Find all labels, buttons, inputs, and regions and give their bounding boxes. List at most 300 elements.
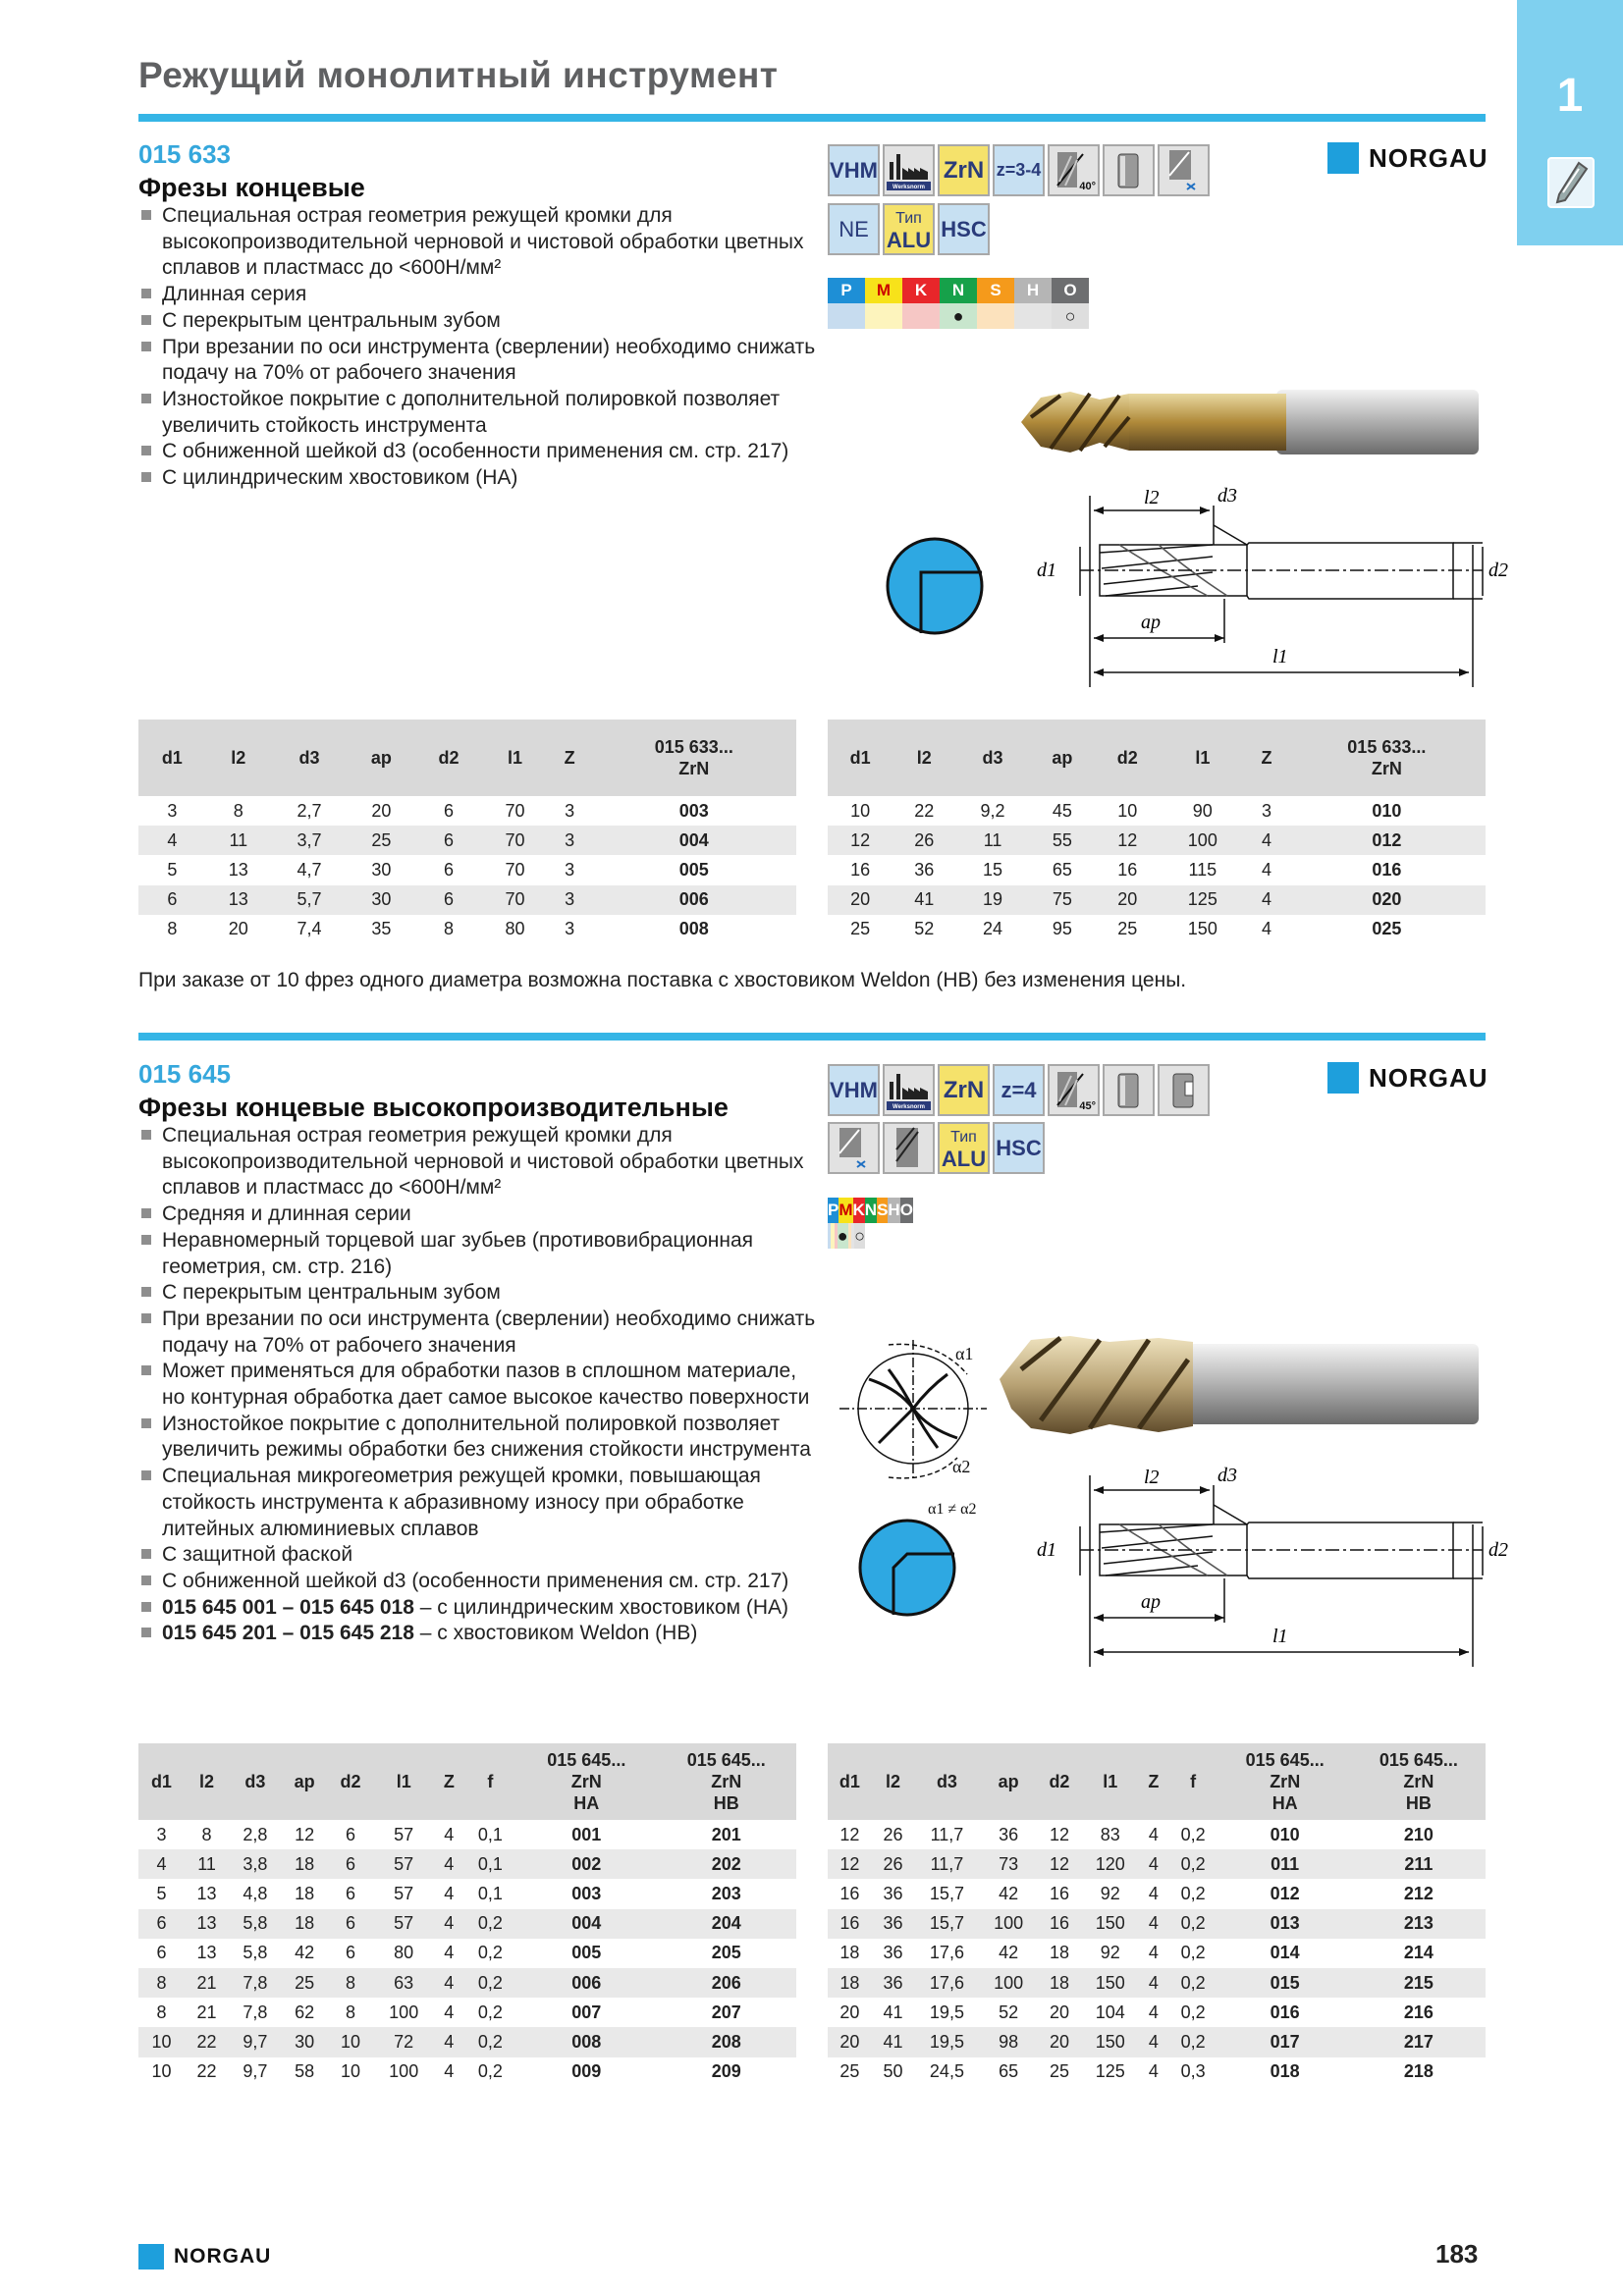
table-cell: 8 xyxy=(444,919,455,939)
order-code-cell: 002 xyxy=(516,1849,656,1879)
teeth-count-icon: z=3-4 xyxy=(993,144,1045,196)
table-cell: 4 xyxy=(138,1849,185,1879)
table-cell: 36 xyxy=(999,1824,1019,1844)
order-code-cell: 201 xyxy=(711,1824,741,1844)
order-code-cell: 004 xyxy=(592,826,796,855)
table-cell: 26 xyxy=(893,826,955,855)
material-suitability-s xyxy=(977,303,1014,329)
vhm-icon: VHM xyxy=(828,1064,880,1116)
column-header: Z xyxy=(1139,1743,1167,1820)
table-cell: 6 xyxy=(138,885,206,915)
bullet-item: С цилиндрическим хвостовиком (HA) xyxy=(138,465,816,492)
order-code-cell: 020 xyxy=(1288,885,1486,915)
column-header-code: 015 645... ZrN HA xyxy=(1218,1743,1352,1820)
bullet-item: Специальная острая геометрия режущей кромки для высокопроизводительной черновой и чистовой обработки цветных сплавов и пластмасс до <600Н/мм² xyxy=(138,203,816,282)
order-code-cell: 018 xyxy=(1270,2061,1300,2082)
table-row xyxy=(138,1820,796,1849)
order-code-cell: 006 xyxy=(592,885,796,915)
table-cell: 22 xyxy=(185,2027,229,2056)
table-cell: 17,6 xyxy=(914,1968,980,1998)
table-cell: 6 xyxy=(444,859,455,880)
table-cell: 57 xyxy=(373,1849,434,1879)
order-code-cell: 211 xyxy=(1352,1849,1486,1879)
footer-brand-logo: NORGAU xyxy=(138,2244,271,2269)
table-cell: 6 xyxy=(156,1943,167,1963)
table-cell: 3 xyxy=(548,826,592,855)
table-cell: 20 xyxy=(828,885,893,915)
svg-text:d3: d3 xyxy=(1217,1465,1237,1486)
table-row xyxy=(828,2057,1486,2087)
table-cell: 36 xyxy=(872,1909,914,1939)
s1-title: Фрезы концевые xyxy=(138,173,365,202)
hsc-icon: HSC xyxy=(938,203,990,255)
material-group-p: P xyxy=(828,1198,839,1223)
svg-text:d1: d1 xyxy=(1037,1539,1056,1561)
table-cell: 4 xyxy=(1139,1909,1167,1939)
svg-text:α1 ≠ α2: α1 ≠ α2 xyxy=(928,1501,977,1518)
order-code-cell: 205 xyxy=(711,1943,741,1963)
table-cell: 42 xyxy=(999,1883,1019,1903)
table-cell: 2,7 xyxy=(297,800,322,821)
table-cell: 73 xyxy=(980,1849,1038,1879)
table-cell: 0,2 xyxy=(1168,1909,1218,1939)
order-code-cell: 214 xyxy=(1403,1943,1434,1963)
helix-angle-icon xyxy=(1048,1064,1100,1116)
s2-bullet-list xyxy=(138,1123,816,1647)
table-row xyxy=(828,915,1486,944)
material-suitability-n: ● xyxy=(838,1223,848,1249)
table-cell: 6 xyxy=(328,1909,374,1939)
table-cell: 6 xyxy=(138,1909,185,1939)
table-cell: 3 xyxy=(1261,800,1271,821)
svg-text:d2: d2 xyxy=(1488,560,1508,581)
table-cell: 26 xyxy=(883,1824,903,1844)
table-cell: 4 xyxy=(1245,826,1287,855)
table-cell: 150 xyxy=(1081,1968,1139,1998)
svg-text:l2: l2 xyxy=(1144,487,1160,508)
material-group-o: O xyxy=(900,1198,913,1223)
bullet-item: С обниженной шейкой d3 (особенности применения см. стр. 217) xyxy=(138,439,816,465)
table-cell: 4 xyxy=(1148,1943,1159,1963)
column-header: l2 xyxy=(872,1743,914,1820)
column-header: d1 xyxy=(828,1743,872,1820)
table-cell: 0,2 xyxy=(464,2027,516,2056)
table-cell: 0,2 xyxy=(477,2002,503,2022)
order-code-cell: 215 xyxy=(1352,1968,1486,1998)
column-header: Z xyxy=(548,720,592,796)
bullet-item-code-range: 015 645 001 – 015 645 018 – с цилиндрическим хвостовиком (HA) xyxy=(138,1595,816,1622)
material-group-n: N xyxy=(865,1198,877,1223)
material-suitability-n: ● xyxy=(940,303,977,329)
table-cell: 16 xyxy=(1049,1883,1069,1903)
s2-chamfer-profile-icon xyxy=(856,1517,958,1619)
table-cell: 11 xyxy=(955,826,1029,855)
table-cell: 12 xyxy=(1049,1824,1069,1844)
table-cell: 65 xyxy=(999,2061,1019,2082)
table-cell: 18 xyxy=(282,1849,328,1879)
table-cell: 98 xyxy=(980,2027,1038,2056)
s1-table-left xyxy=(138,720,796,944)
page-number: 183 xyxy=(1435,2239,1479,2269)
table-cell: 9,7 xyxy=(243,2061,268,2082)
s2-table-right xyxy=(828,1743,1486,2087)
order-code-cell: 007 xyxy=(571,2002,602,2022)
table-cell: 6 xyxy=(345,1824,355,1844)
table-cell: 12 xyxy=(1038,1849,1082,1879)
bullet-item: Специальная острая геометрия режущей кромки для высокопроизводительной черновой и чистовой обработки цветных сплавов и пластмасс до <600Н/мм² xyxy=(138,1123,816,1201)
table-cell: 83 xyxy=(1100,1824,1120,1844)
table-cell: 150 xyxy=(1081,1909,1139,1939)
table-cell: 9,7 xyxy=(229,2027,281,2056)
table-row xyxy=(828,1820,1486,1849)
material-group-k: K xyxy=(902,278,940,303)
order-code-cell: 009 xyxy=(571,2061,602,2082)
svg-text:l1: l1 xyxy=(1272,1626,1288,1647)
order-code-cell: 025 xyxy=(1372,919,1402,939)
table-cell: 50 xyxy=(883,2061,903,2082)
s1-tool-photo xyxy=(1011,378,1483,466)
table-cell: 6 xyxy=(415,885,483,915)
order-code-cell: 004 xyxy=(516,1909,656,1939)
table-cell: 4 xyxy=(1148,1883,1159,1903)
table-cell: 10 xyxy=(138,2027,185,2056)
table-cell: 0,2 xyxy=(1180,2002,1206,2022)
table-cell: 30 xyxy=(348,885,415,915)
table-cell: 2,8 xyxy=(243,1824,268,1844)
bullet-item: С перекрытым центральным зубом xyxy=(138,308,816,335)
table-cell: 15,7 xyxy=(929,1883,964,1903)
table-cell: 12 xyxy=(839,1824,860,1844)
order-code-cell: 208 xyxy=(657,2027,797,2056)
table-row xyxy=(138,1968,796,1998)
table-cell: 11,7 xyxy=(930,1824,964,1844)
column-header-code: 015 633... ZrN xyxy=(592,720,796,796)
table-cell: 41 xyxy=(893,885,955,915)
table-cell: 4 xyxy=(434,1968,464,1998)
table-cell: 4 xyxy=(1148,1824,1159,1844)
table-cell: 0,2 xyxy=(1180,1824,1206,1844)
center-cutting-icon xyxy=(828,1122,880,1174)
s2-tool-photo xyxy=(992,1330,1483,1438)
table-cell: 5,7 xyxy=(271,885,348,915)
table-cell: 90 xyxy=(1192,800,1213,821)
order-code-cell: 212 xyxy=(1403,1883,1434,1903)
table-row xyxy=(828,796,1486,826)
order-code-cell: 203 xyxy=(711,1883,741,1903)
material-group-m: M xyxy=(839,1198,852,1223)
table-cell: 5,8 xyxy=(243,1943,268,1963)
material-group-h: H xyxy=(888,1198,899,1223)
table-cell: 18 xyxy=(1049,1943,1069,1963)
table-cell: 45 xyxy=(1052,800,1072,821)
table-cell: 75 xyxy=(1030,885,1095,915)
table-cell: 25 xyxy=(839,2061,860,2082)
table-cell: 58 xyxy=(295,2061,315,2082)
column-header: ap xyxy=(1030,720,1095,796)
table-cell: 42 xyxy=(295,1943,315,1963)
table-cell: 104 xyxy=(1095,2002,1125,2022)
table-cell: 18 xyxy=(282,1909,328,1939)
table-cell: 3 xyxy=(548,885,592,915)
table-cell: 8 xyxy=(167,919,178,939)
table-cell: 24 xyxy=(983,919,1003,939)
table-cell: 25 xyxy=(850,919,871,939)
s2-brand-logo: NORGAU xyxy=(1327,1062,1488,1094)
column-header: l2 xyxy=(893,720,955,796)
table-cell: 16 xyxy=(828,1909,872,1939)
table-cell: 4 xyxy=(1261,859,1271,880)
table-cell: 16 xyxy=(850,859,871,880)
table-cell: 25 xyxy=(282,1968,328,1998)
table-cell: 11,7 xyxy=(914,1849,980,1879)
table-row xyxy=(828,1849,1486,1879)
table-cell: 63 xyxy=(373,1968,434,1998)
column-header: d3 xyxy=(229,1743,281,1820)
table-cell: 100 xyxy=(1160,826,1245,855)
order-code-cell: 001 xyxy=(571,1824,602,1844)
chapter-tool-icon xyxy=(1547,157,1595,208)
table-cell: 3 xyxy=(565,800,575,821)
table-cell: 0,1 xyxy=(477,1824,503,1844)
material-group-p: P xyxy=(828,278,865,303)
zrn-coating-icon: ZrN xyxy=(938,1064,990,1116)
s1-material-table xyxy=(828,278,1089,329)
bullet-item: С перекрытым центральным зубом xyxy=(138,1280,816,1307)
order-code-cell: 217 xyxy=(1352,2027,1486,2056)
svg-text:ap: ap xyxy=(1141,1591,1161,1613)
table-cell: 4 xyxy=(444,1883,455,1903)
hsc-icon: HSC xyxy=(993,1122,1045,1174)
order-code-cell: 003 xyxy=(571,1883,602,1903)
column-header: d3 xyxy=(271,720,348,796)
table-cell: 125 xyxy=(1160,885,1245,915)
svg-text:d3: d3 xyxy=(1217,485,1237,507)
svg-text:α1: α1 xyxy=(955,1344,974,1363)
table-cell: 13 xyxy=(196,1883,217,1903)
table-cell: 6 xyxy=(444,800,455,821)
table-cell: 150 xyxy=(1187,919,1217,939)
order-code-cell: 015 xyxy=(1218,1968,1352,1998)
table-cell: 25 xyxy=(1049,2061,1069,2082)
table-cell: 6 xyxy=(415,826,483,855)
center-cutting-icon xyxy=(1158,144,1210,196)
table-cell: 8 xyxy=(345,2002,355,2022)
table-cell: 57 xyxy=(394,1824,414,1844)
table-cell: 30 xyxy=(282,2027,328,2056)
bullet-item: С обниженной шейкой d3 (особенности применения см. стр. 217) xyxy=(138,1569,816,1595)
table-cell: 4 xyxy=(434,2027,464,2056)
column-header: d1 xyxy=(138,1743,185,1820)
svg-text:Werksnorm: Werksnorm xyxy=(893,185,925,190)
column-header: l2 xyxy=(185,1743,229,1820)
order-code-cell: 012 xyxy=(1270,1883,1300,1903)
table-cell: 70 xyxy=(505,800,525,821)
material-group-n: N xyxy=(940,278,977,303)
order-code-cell: 012 xyxy=(1288,826,1486,855)
table-cell: 0,2 xyxy=(1180,1883,1206,1903)
werksnorm-icon xyxy=(883,144,935,196)
bullet-item: Может применяться для обработки пазов в сплошном материале, но контурная обработка дает самое высокое качество поверхности xyxy=(138,1359,816,1411)
table-cell: 0,2 xyxy=(477,2061,503,2082)
bullet-item: При врезании по оси инструмента (сверлении) необходимо снижать подачу на 70% от рабочего значения xyxy=(138,1307,816,1359)
order-code-cell: 213 xyxy=(1352,1909,1486,1939)
table-cell: 18 xyxy=(839,1943,860,1963)
table-cell: 4 xyxy=(434,1849,464,1879)
table-cell: 4 xyxy=(444,1824,455,1844)
table-cell: 92 xyxy=(1100,1943,1120,1963)
bullet-item: С защитной фаской xyxy=(138,1542,816,1569)
table-cell: 0,3 xyxy=(1180,2061,1206,2082)
table-cell: 4 xyxy=(1139,1849,1167,1879)
table-cell: 3,8 xyxy=(229,1849,281,1879)
table-cell: 42 xyxy=(999,1943,1019,1963)
order-code-cell: 206 xyxy=(657,1968,797,1998)
table-cell: 17,6 xyxy=(929,1943,964,1963)
table-cell: 62 xyxy=(295,2002,315,2022)
table-cell: 4 xyxy=(434,1909,464,1939)
table-cell: 100 xyxy=(980,1909,1038,1939)
s2-table-left xyxy=(138,1743,796,2087)
table-cell: 55 xyxy=(1030,826,1095,855)
column-header: ap xyxy=(980,1743,1038,1820)
order-code-cell: 210 xyxy=(1403,1824,1434,1844)
table-cell: 15,7 xyxy=(914,1909,980,1939)
table-cell: 5 xyxy=(167,859,178,880)
svg-text:d1: d1 xyxy=(1037,560,1056,581)
material-suitability-o: ○ xyxy=(1052,303,1089,329)
order-code-cell: 005 xyxy=(571,1943,602,1963)
table-cell: 6 xyxy=(345,1883,355,1903)
material-suitability-h xyxy=(1014,303,1052,329)
variable-pitch-icon xyxy=(883,1122,935,1174)
table-cell: 13 xyxy=(185,1909,229,1939)
order-code-cell: 003 xyxy=(678,800,709,821)
cylindrical-shank-icon xyxy=(1103,144,1155,196)
table-row xyxy=(828,1939,1486,1968)
header-rule xyxy=(138,114,1486,122)
table-cell: 12 xyxy=(828,826,893,855)
table-row xyxy=(828,2027,1486,2056)
table-cell: 15 xyxy=(983,859,1003,880)
order-code-cell: 014 xyxy=(1270,1943,1300,1963)
table-cell: 20 xyxy=(1095,885,1160,915)
column-header: d1 xyxy=(138,720,206,796)
table-cell: 150 xyxy=(1081,2027,1139,2056)
helix-angle-icon xyxy=(1048,144,1100,196)
table-cell: 18 xyxy=(1038,1968,1082,1998)
table-row xyxy=(138,1879,796,1908)
table-cell: 10 xyxy=(1117,800,1138,821)
table-cell: 3 xyxy=(156,1824,167,1844)
table-cell: 30 xyxy=(371,859,392,880)
table-cell: 6 xyxy=(345,1943,355,1963)
s1-brand-logo: NORGAU xyxy=(1327,142,1488,174)
table-cell: 20 xyxy=(228,919,248,939)
column-header: f xyxy=(464,1743,516,1820)
table-cell: 4,7 xyxy=(297,859,322,880)
order-code-cell: 016 xyxy=(1270,2002,1300,2022)
table-cell: 36 xyxy=(914,859,935,880)
order-code-cell: 010 xyxy=(1270,1824,1300,1844)
order-code-cell: 209 xyxy=(711,2061,741,2082)
table-row xyxy=(138,915,796,944)
column-header: ap xyxy=(282,1743,328,1820)
table-cell: 0,2 xyxy=(464,1968,516,1998)
material-group-k: K xyxy=(853,1198,865,1223)
table-cell: 3,7 xyxy=(271,826,348,855)
table-cell: 95 xyxy=(1052,919,1072,939)
material-group-s: S xyxy=(877,1198,888,1223)
table-cell: 13 xyxy=(196,1943,217,1963)
table-row xyxy=(828,1968,1486,1998)
table-cell: 10 xyxy=(151,2061,172,2082)
table-cell: 20 xyxy=(371,800,392,821)
table-row xyxy=(138,855,796,884)
table-cell: 8 xyxy=(328,1968,374,1998)
table-row xyxy=(138,1998,796,2027)
table-cell: 5,8 xyxy=(229,1909,281,1939)
table-cell: 4 xyxy=(1245,885,1287,915)
material-group-m: M xyxy=(865,278,902,303)
table-cell: 4 xyxy=(444,2061,455,2082)
bullet-item: Средняя и длинная серии xyxy=(138,1201,816,1228)
alu-type-icon: Тип ALU xyxy=(883,203,935,255)
table-row xyxy=(138,826,796,855)
table-cell: 0,2 xyxy=(464,1909,516,1939)
order-code-cell: 006 xyxy=(516,1968,656,1998)
table-cell: 57 xyxy=(394,1883,414,1903)
table-row xyxy=(138,2027,796,2056)
table-cell: 52 xyxy=(914,919,935,939)
table-cell: 16 xyxy=(1038,1909,1082,1939)
order-code-cell: 013 xyxy=(1218,1909,1352,1939)
table-cell: 0,2 xyxy=(1168,1849,1218,1879)
table-cell: 7,4 xyxy=(297,919,322,939)
teeth-count-icon: z=4 xyxy=(993,1064,1045,1116)
table-cell: 36 xyxy=(872,1968,914,1998)
material-suitability-m xyxy=(865,303,902,329)
order-code-cell: 008 xyxy=(678,919,709,939)
order-code-cell: 207 xyxy=(711,2002,741,2022)
table-cell: 52 xyxy=(999,2002,1019,2022)
table-row xyxy=(138,885,796,915)
table-cell: 19,5 xyxy=(929,2002,964,2022)
column-header: Z xyxy=(1245,720,1287,796)
column-header-code: 015 645... ZrN HB xyxy=(1352,1743,1486,1820)
table-row xyxy=(138,1939,796,1968)
table-cell: 21 xyxy=(196,2002,217,2022)
weldon-shank-icon xyxy=(1158,1064,1210,1116)
material-group-h: H xyxy=(1014,278,1052,303)
order-code-cell: 216 xyxy=(1403,2002,1434,2022)
order-code-cell: 005 xyxy=(678,859,709,880)
table-cell: 7,8 xyxy=(243,2002,268,2022)
table-cell: 10 xyxy=(340,2061,360,2082)
order-code-cell: 011 xyxy=(1218,1849,1352,1879)
table-row xyxy=(138,796,796,826)
bullet-item: При врезании по оси инструмента (сверлении) необходимо снижать подачу на 70% от рабочего значения xyxy=(138,335,816,387)
chapter-number: 1 xyxy=(1556,70,1584,122)
s2-title: Фрезы концевые высокопроизводительные xyxy=(138,1093,729,1122)
table-cell: 41 xyxy=(883,2002,903,2022)
table-cell: 21 xyxy=(185,1968,229,1998)
s1-table-right xyxy=(828,720,1486,944)
bullet-item: Изностойкое покрытие с дополнительной полировкой позволяет увеличить стойкость инструмента xyxy=(138,387,816,439)
table-cell: 4 xyxy=(1148,2002,1159,2022)
table-cell: 26 xyxy=(872,1849,914,1879)
table-cell: 0,2 xyxy=(477,1943,503,1963)
table-cell: 3 xyxy=(565,919,575,939)
